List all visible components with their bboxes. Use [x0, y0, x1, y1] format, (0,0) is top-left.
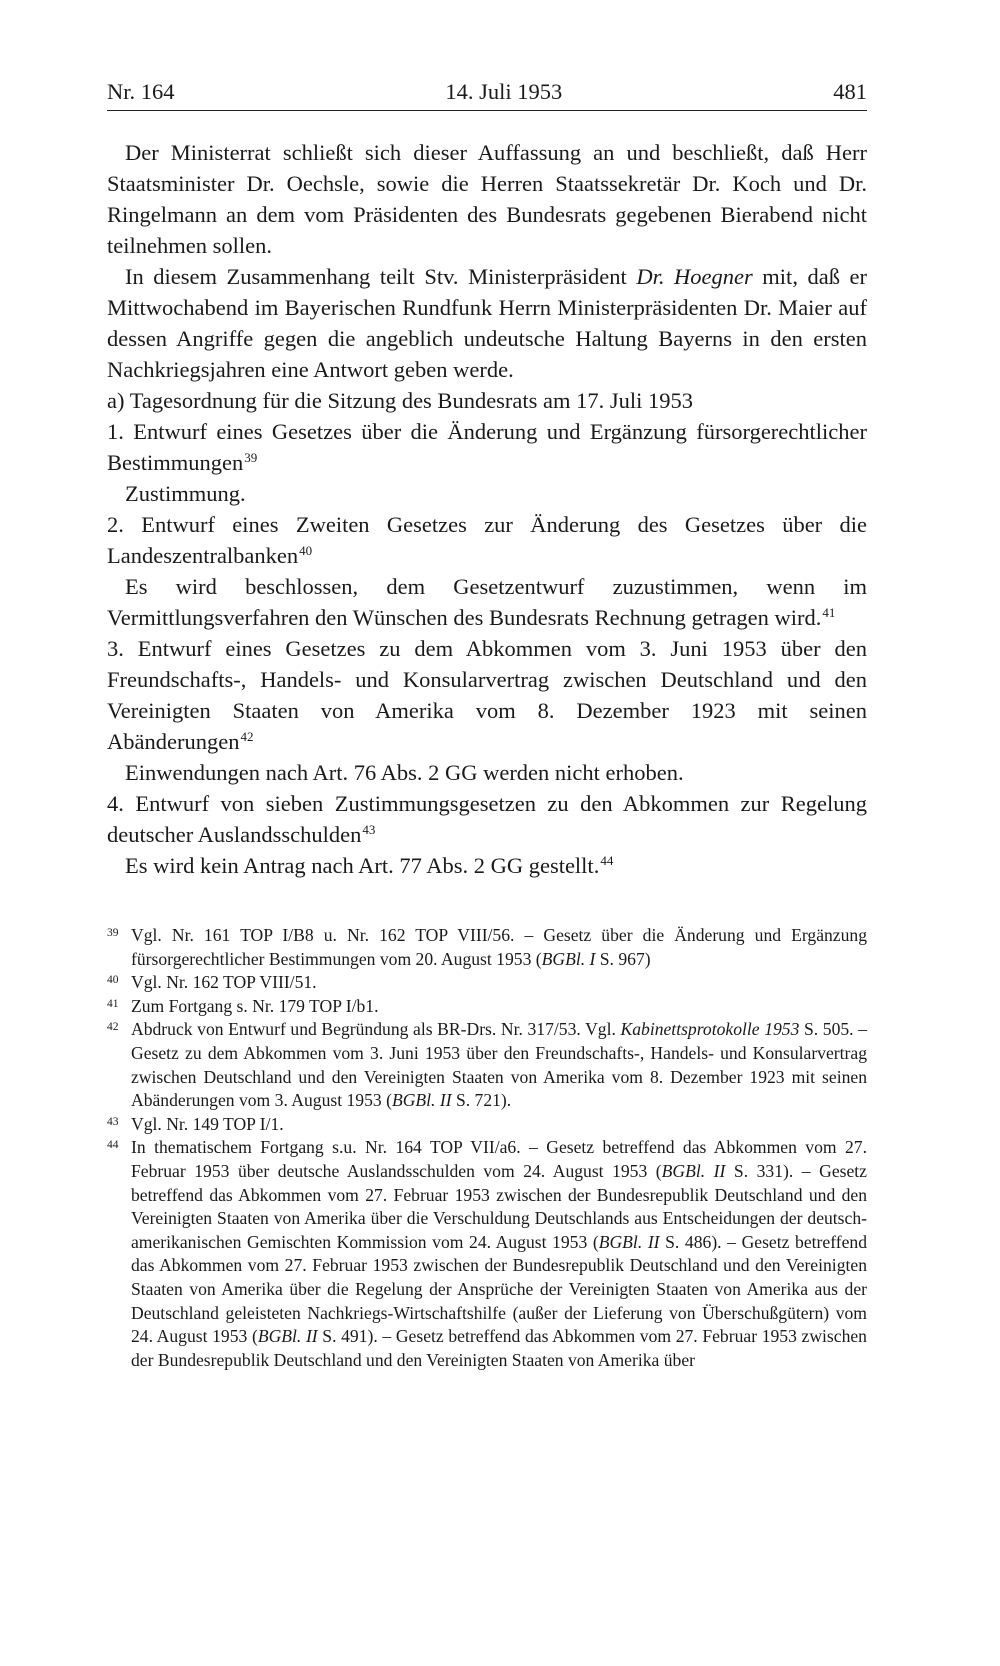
citation-italic: BGBl. I	[541, 948, 596, 969]
decision-text: Es wird kein Antrag nach Art. 77 Abs. 2 GG gestellt.	[125, 853, 600, 878]
footnote-text-segment: S. 331). – Gesetz betreffend das Abkommen vom 27. Februar 1953 zwischen der Bundesrepublik Deutschland und den Vereinigten Staaten von Amerika über die Verschuldung Deutschlands aus Entscheidungen der deutsch-amerikanischen Gemischten Kommission vom 24. August 1953 (	[131, 1160, 867, 1252]
paragraph-bierabend: Der Ministerrat schließt sich dieser Auffassung an und beschließt, daß Herr Staatsminister Dr. Oechsle, sowie die Herren Staatssekretär Dr. Koch und Dr. Ringelmann an dem vom Präsidenten des Bundesrats gegebenen Bierabend nicht teilnehmen sollen.	[107, 140, 867, 258]
agenda-heading: a) Tagesordnung für die Sitzung des Bundesrats am 17. Juli 1953	[107, 388, 694, 413]
footnote-text-segment: S. 967)	[595, 948, 651, 969]
footnote-text-segment: S. 486). – Gesetz betreffend das Abkommen vom 27. Februar 1953 zwischen der Bundesrepublik Deutschland und den Vereinigten Staaten von Amerika über die Regelung der Ansprüche der Vereinigten Staaten von Amerika aus der Deutschland geleisteten Nachkriegs-Wirtschaftshilfe (außer der Lieferung von Überschußgütern) vom 24. August 1953 (	[131, 1231, 867, 1347]
paragraph-text: mit, daß er Mittwochabend im Bayerischen Rundfunk Herrn Ministerpräsidenten Dr. Maier auf dessen Angriffe gegen die angeblich undeutsche Haltung Bayerns in den ersten Nachkriegsjahren eine Antwort geben werde.	[107, 264, 867, 382]
footnote-text	[131, 995, 867, 1019]
footnote-ref[interactable]: 43	[362, 822, 376, 837]
agenda-item-decision	[107, 571, 867, 633]
citation-italic: Kabinettsprotokolle 1953	[620, 1019, 800, 1040]
footnote	[107, 1018, 867, 1112]
agenda-item-title	[107, 788, 867, 850]
footnote-text	[131, 1113, 867, 1137]
decision-text: Es wird beschlossen, dem Gesetzentwurf zuzustimmen, wenn im Vermittlungsverfahren den Wünschen des Bundesrats Rechnung getragen wird.	[107, 574, 867, 630]
agenda-item-decision	[107, 757, 867, 788]
footnote-text-segment: S. 505. – Gesetz zu dem Abkommen vom 3. Juni 1953 über den Freundschafts-, Handels- und Konsularvertrag zwischen Deutschland und den Vereinigten Staaten von Amerika vom 8. Dezember 1923 mit seinen Abänderungen vom 3. August 1953 (	[131, 1019, 867, 1111]
footnotes-section	[107, 924, 867, 1372]
footnote-number: 42	[107, 1021, 119, 1034]
item-title-text: 1. Entwurf eines Gesetzes über die Änderung und Ergänzung fürsorgerechtlicher Bestimmungen	[107, 419, 867, 475]
footnote-text-segment: S. 721).	[451, 1090, 512, 1111]
item-title-text: 2. Entwurf eines Zweiten Gesetzes zur Änderung des Gesetzes über die Landeszentralbanken	[107, 512, 867, 568]
body-text	[107, 137, 867, 881]
footnote-ref[interactable]: 42	[240, 729, 254, 744]
document-page	[107, 78, 867, 1372]
footnote	[107, 971, 867, 995]
document-number: Nr. 164	[107, 79, 175, 104]
footnote-ref[interactable]: 41	[822, 605, 836, 620]
agenda-item-decision	[107, 478, 867, 509]
footnote	[107, 1113, 867, 1137]
footnote-text	[131, 924, 867, 971]
citation-italic: BGBl. II	[391, 1090, 452, 1111]
footnote-number: 44	[107, 1139, 119, 1152]
footnote-ref[interactable]: 40	[299, 543, 313, 558]
footnote-text-segment: Zum Fortgang s. Nr. 179 TOP I/b1.	[131, 995, 379, 1016]
footnote-ref[interactable]: 39	[244, 450, 258, 465]
citation-italic: BGBl. II	[257, 1326, 318, 1347]
footnote-text-segment: S. 491). – Gesetz betreffend das Abkommen vom 27. Februar 1953 zwischen der Bundesrepublik Deutschland und den Vereinigten Staaten von Amerika über	[131, 1326, 867, 1370]
footnote-text-segment: Vgl. Nr. 162 TOP VIII/51.	[131, 972, 317, 993]
decision-text: Zustimmung.	[125, 481, 246, 506]
paragraph-text: In diesem Zusammenhang teilt Stv. Ministerpräsident	[125, 264, 637, 289]
footnote-text	[131, 1018, 867, 1112]
footnote-number: 41	[107, 997, 119, 1010]
footnote-text-segment: Abdruck von Entwurf und Begründung als BR-Drs. Nr. 317/53. Vgl.	[131, 1019, 621, 1040]
footnote-number: 43	[107, 1115, 119, 1128]
item-title-text: 3. Entwurf eines Gesetzes zu dem Abkommen vom 3. Juni 1953 über den Freundschafts-, Handels- und Konsularvertrag zwischen Deutschland und den Vereinigten Staaten von Amerika vom 8. Dezember 1923 mit seinen Abänderungen	[107, 636, 867, 754]
footnote	[107, 1136, 867, 1372]
header-date: 14. Juli 1953	[445, 79, 563, 104]
person-name: Dr. Hoegner	[636, 264, 753, 289]
agenda-item-title	[107, 633, 867, 757]
footnote-text-segment: Vgl. Nr. 161 TOP I/B8 u. Nr. 162 TOP VIII/56. – Gesetz über die Änderung und Ergänzung fürsorgerechtlicher Bestimmungen vom 20. August 1953 (	[131, 925, 867, 969]
agenda-item-title	[107, 416, 867, 478]
agenda-item-decision	[107, 850, 867, 881]
footnote-number: 39	[107, 927, 119, 939]
citation-italic: BGBl. II	[661, 1160, 726, 1181]
footnote-number: 40	[107, 974, 119, 987]
paragraph-hoegner	[107, 261, 867, 385]
footnote-text	[131, 1136, 867, 1372]
footnote	[107, 995, 867, 1019]
footnote-text-segment: Vgl. Nr. 149 TOP I/1.	[131, 1113, 284, 1134]
running-header	[107, 78, 867, 111]
footnote-text-segment: In thematischem Fortgang s.u. Nr. 164 TOP VII/a6. – Gesetz betreffend das Abkommen vom 27. Februar 1953 über deutsche Auslandsschulden vom 24. August 1953 (	[131, 1137, 867, 1181]
footnote-text	[131, 971, 867, 995]
page-number: 481	[833, 79, 867, 104]
citation-italic: BGBl. II	[598, 1231, 660, 1252]
footnote	[107, 924, 867, 971]
item-title-text: 4. Entwurf von sieben Zustimmungsgesetzen zu den Abkommen zur Regelung deutscher Auslandsschulden	[107, 791, 867, 847]
footnote-ref[interactable]: 44	[600, 853, 614, 868]
decision-text: Einwendungen nach Art. 76 Abs. 2 GG werden nicht erhoben.	[125, 760, 684, 785]
agenda-item-title	[107, 509, 867, 571]
